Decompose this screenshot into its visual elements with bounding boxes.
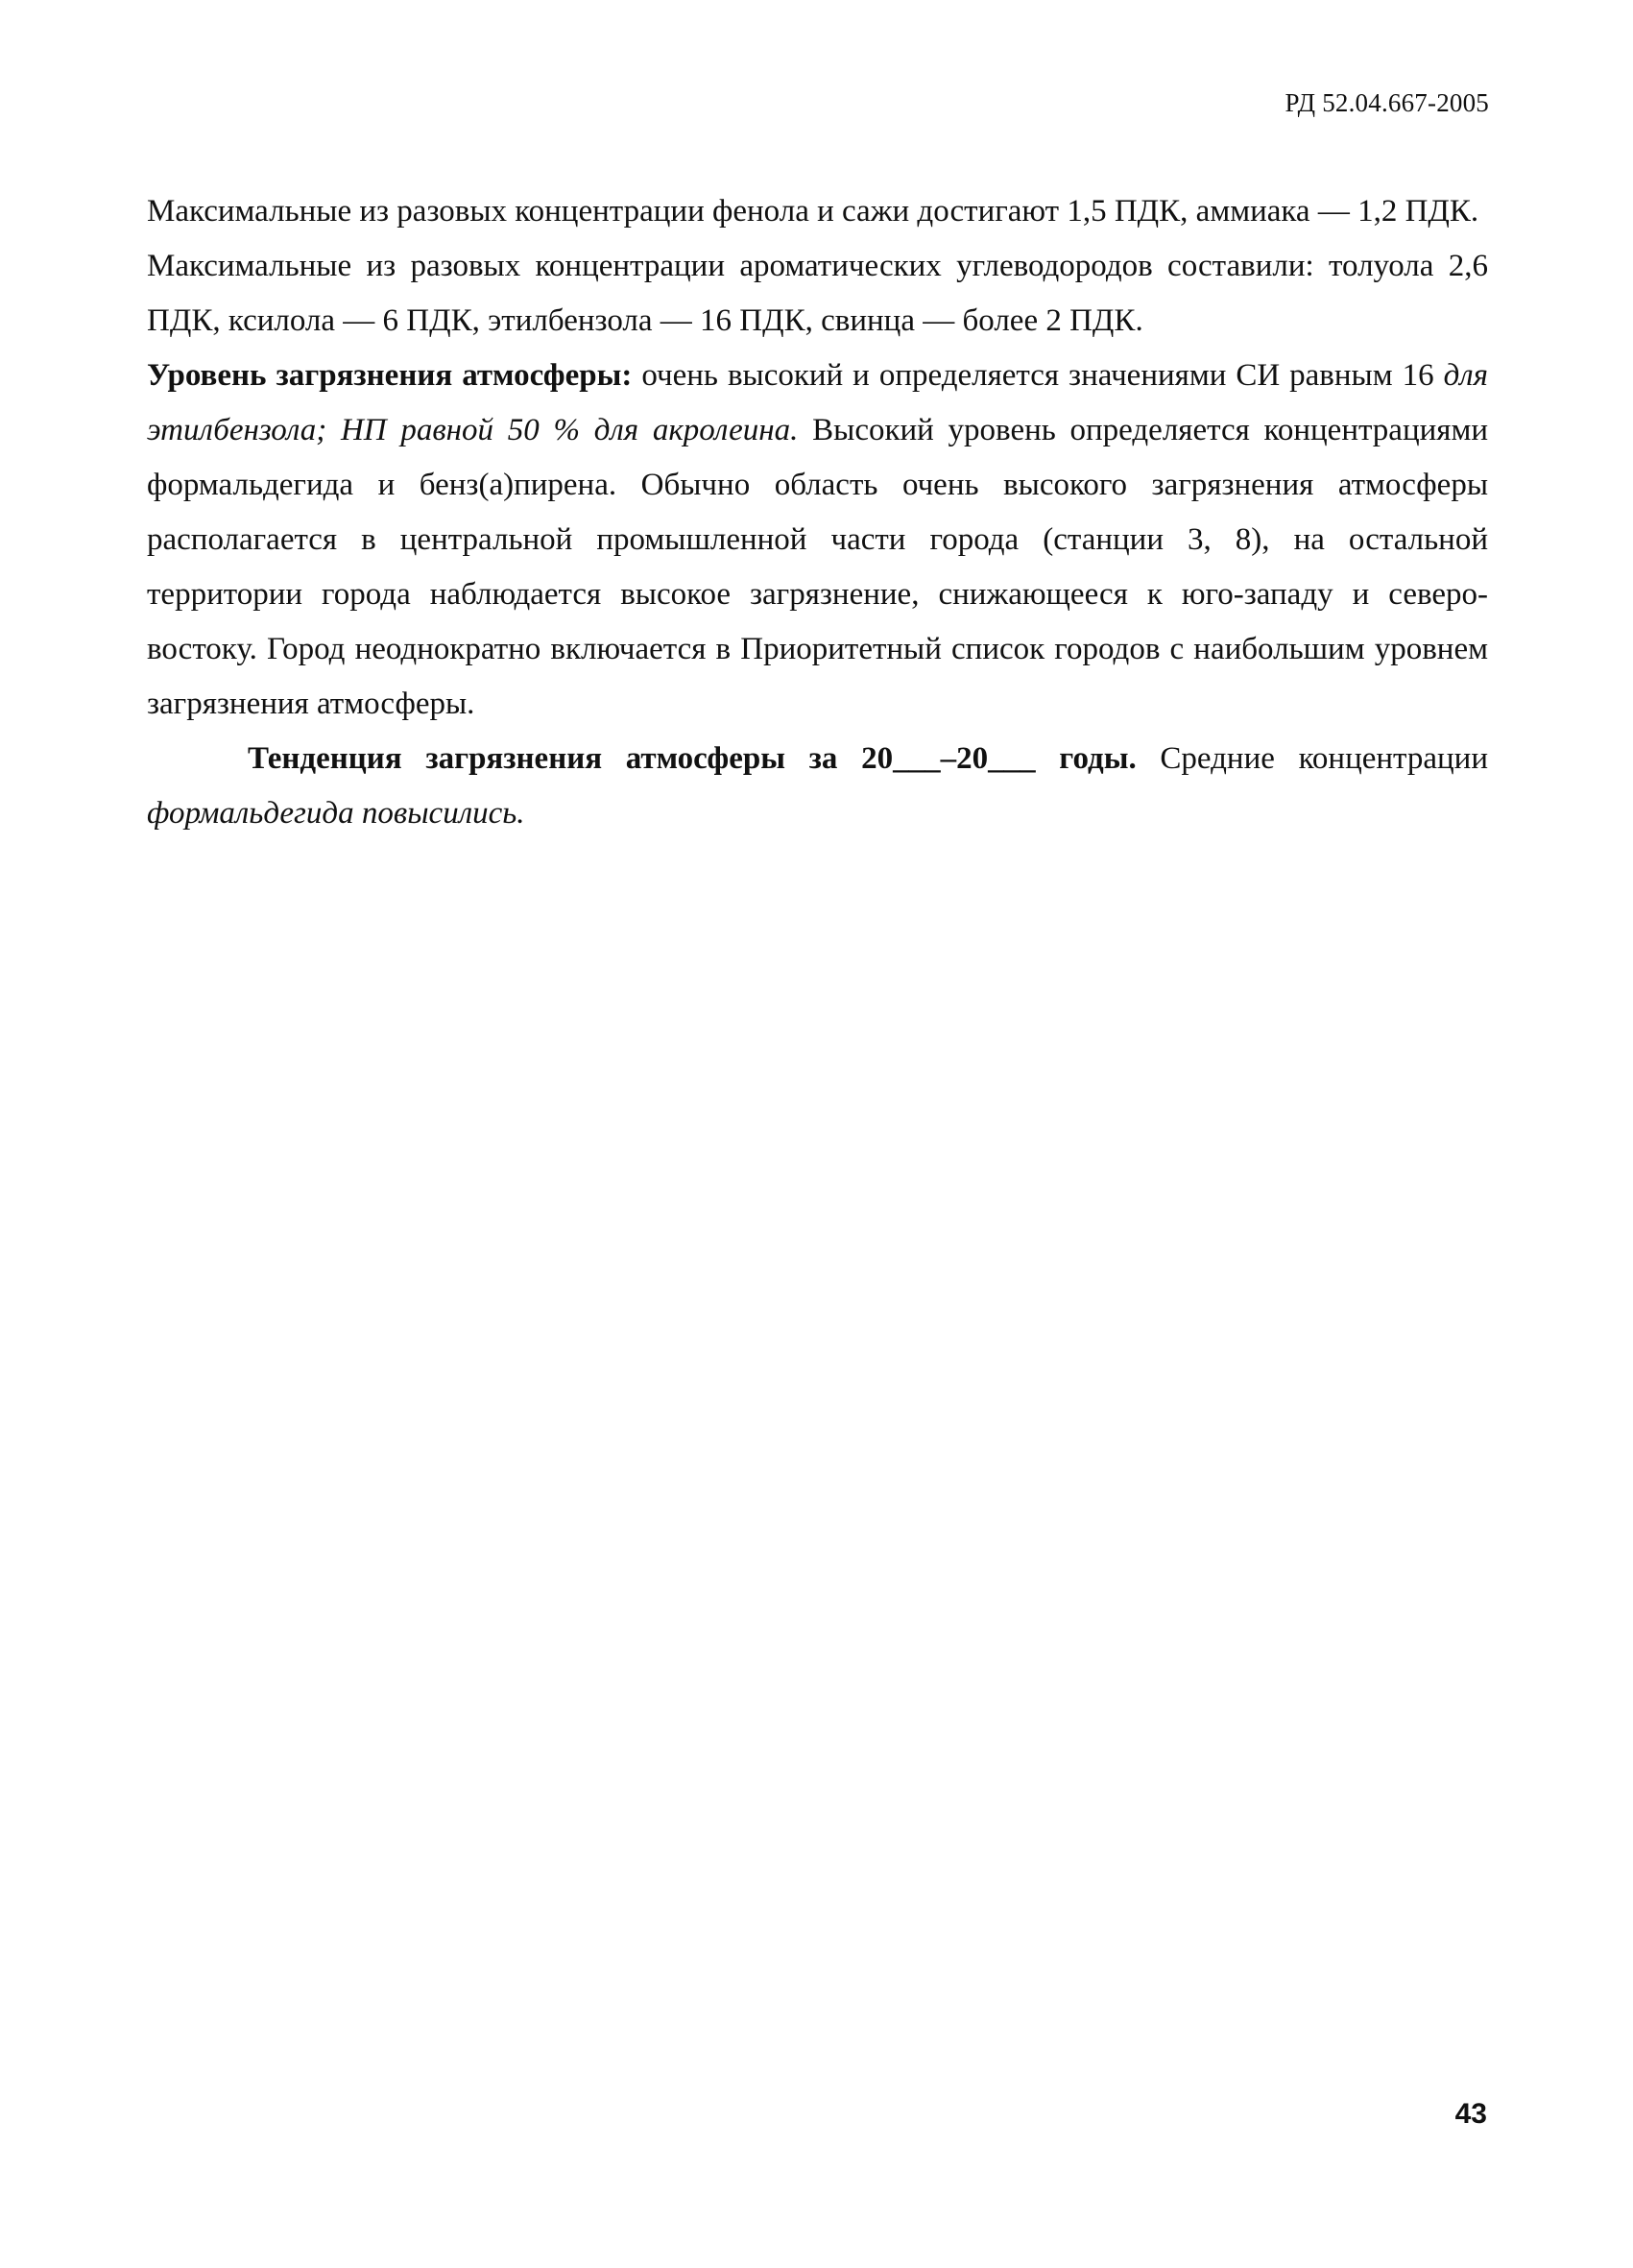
pollution-level-heading: Уровень загрязнения атмосферы: — [147, 358, 633, 393]
pollution-trend-text: Средние концентрации — [1136, 741, 1489, 776]
paragraph-phenol-soot: Максимальные из разовых концентрации фенола и сажи достигают 1,5 ПДК, аммиака — 1,2 ПДК. — [147, 194, 1479, 229]
pollution-level-text-end: Высокий уровень определяется концентрациями формальдегида и бенз(а)пирена. Обычно область очень высокого загрязнения атмосферы располагается в центральной промышленной части города (станции 3, 8), на остальной территории города наблюдается высокое загрязнение, снижающееся к юго-западу и северо-востоку. Город неоднократно включается в Приоритетный список городов с наибольшим уровнем загрязнения атмосферы. — [147, 413, 1488, 721]
pollution-level-italic: для этилбензола; НП равной 50 % для акролеина. — [147, 358, 1488, 447]
page-number: 43 — [1454, 2098, 1487, 2130]
paragraph-aromatic-hydrocarbons: Максимальные из разовых концентрации ароматических углеводородов составили: толуола 2,6 ПДК, ксилола — 6 ПДК, этилбензола — 16 ПДК, свинца — более 2 ПДК. — [147, 249, 1488, 338]
body-text — [147, 184, 1488, 841]
pollution-level-text-start: очень высокий и определяется значениями СИ равным 16 — [632, 358, 1434, 393]
paragraph-pollution-level — [147, 349, 1488, 732]
paragraph-pollution-trend — [147, 732, 1488, 841]
pollution-trend-heading: Тенденция загрязнения атмосферы за 20___–20___ годы. — [248, 741, 1137, 776]
document-code: РД 52.04.667-2005 — [1285, 88, 1489, 117]
pollution-trend-italic: формальдегида повысились. — [147, 796, 525, 831]
